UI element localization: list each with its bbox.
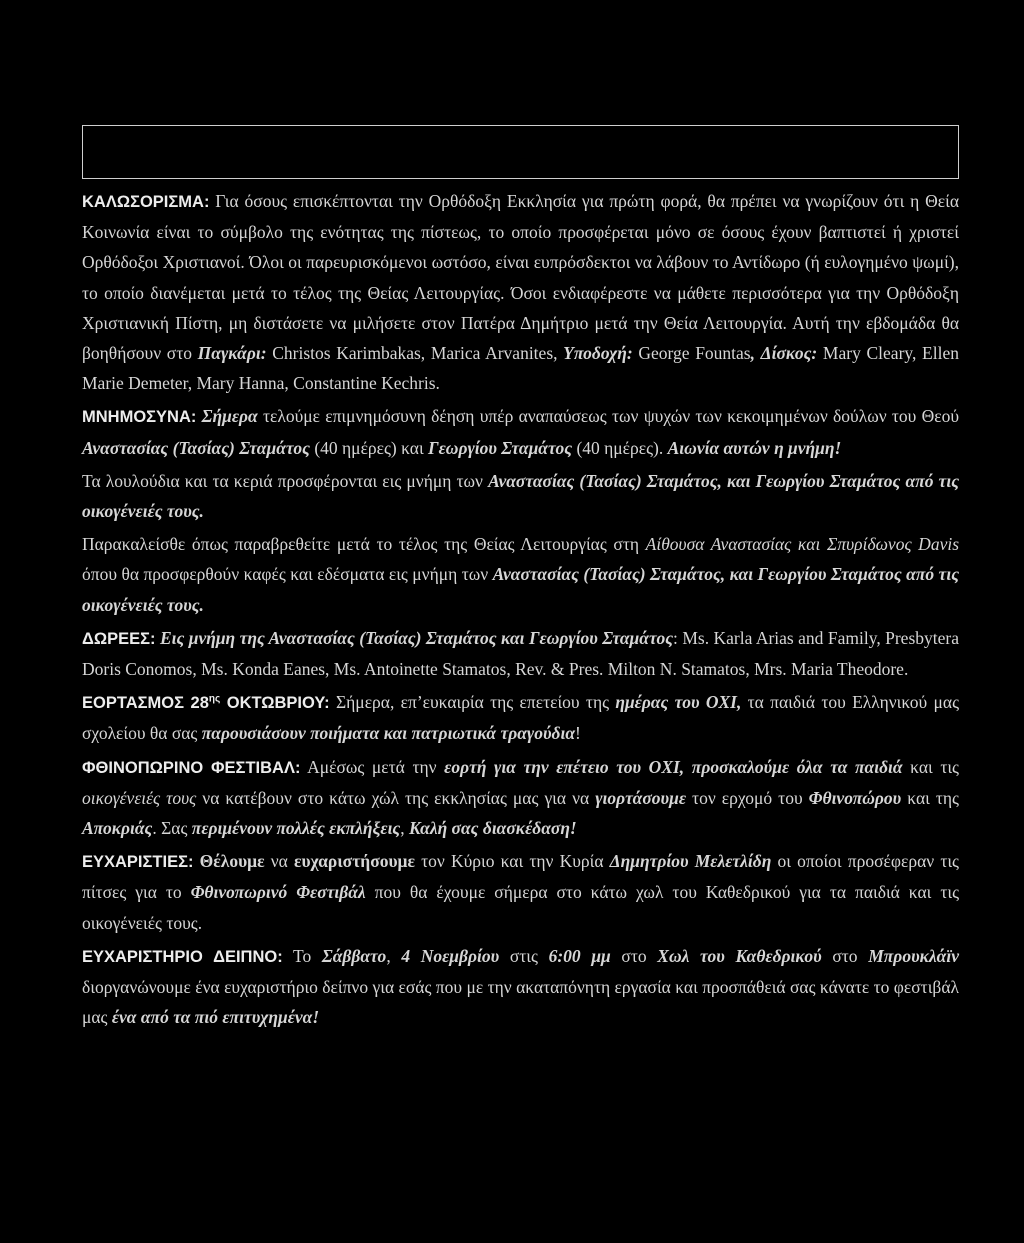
- thanks-heading: ΕΥΧΑΡΙΣΤΙΕΣ:: [82, 853, 194, 872]
- donations-paragraph: ΔΩΡΕΕΣ: Εις μνήμη της Αναστασίας (Τασίας) Σταμάτος και Γεωργίου Σταμάτος: Ms. Karla Arias and Family, Presbytera Doris Conomos, Ms. Konda Eanes, Ms. Antoinette Stamatos, Rev. & Pres. Milton N. Stamatos, Mrs. Maria Theodore.: [82, 627, 959, 680]
- memorials-heading: ΜΝΗΜΟΣΥΝΑ:: [82, 408, 197, 427]
- thanks-paragraph: ΕΥΧΑΡΙΣΤΙΕΣ: Θέλουμε να ευχαριστήσουμε τον Κύριο και την Κυρία Δημητρίου Μελετλίδη οι οποίοι προσέφεραν τις πίτσες για το Φθινοπωρινό Φεστιβάλ που θα έχουμε σήμερα στο κάτω χωλ του Καθεδρικού για τα παιδιά και τις οικογένειές τους.: [82, 851, 959, 933]
- oxi-paragraph: ΕΟΡΤΑΣΜΟΣ $28^{\eta\varsigma}$ ΟΚΤΩΒΡΙΟΥ: Σήμερα, επ’ευκαιρία της επετείου της ημέρας του ΟΧΙ, τα παιδιά του Ελληνικού μας σχολείου θα σας παρουσιάσουν ποιήματα και πατριωτικά τραγούδια!: [82, 692, 960, 744]
- welcome-heading: ΚΑΛΩΣΟΡΙΣΜΑ:: [82, 193, 210, 211]
- donations-heading: ΔΩΡΕΕΣ:: [82, 629, 156, 648]
- flowers-paragraph: Τα λουλούδια και τα κεριά προσφέρονται εις μνήμη των Αναστασίας (Τασίας) Σταμάτος, και Γεωργίου Σταμάτος από τις οικογένειές τους.: [82, 470, 959, 522]
- memorials-paragraph: ΜΝΗΜΟΣΥΝΑ: Σήμερα τελούμε επιμνημόσυνη δέηση υπέρ αναπαύσεως των ψυχών των κεκοιμημένων δούλων του Θεού Αναστασίας (Τασίας) Σταμάτος (40 ημέρες) και Γεωργίου Σταμάτος (40 ημέρες). Αιωνία αυτών η μνήμη!: [82, 406, 959, 458]
- dinner-paragraph: ΕΥΧΑΡΙΣΤΗΡΙΟ ΔΕΙΠΝΟ: Το Σάββατο, 4 Νοεμβρίου στις 6:00 μμ στο Χωλ του Καθεδρικού στο Μπρουκλάϊν διοργανώνουμε ένα ευχαριστήριο δείπνο για εσάς που με την ακαταπόνητη εργασία και προσπάθειά σας κάνατε το φεστιβάλ μας ένα από τα πιό επιτυχημένα!: [82, 945, 959, 1028]
- oxi-heading: ΕΟΡΤΑΣΜΟΣ $28^{\eta\varsigma}$ ΟΚΤΩΒΡΙΟΥ:: [82, 693, 330, 713]
- festival-heading: ΦΘΙΝΟΠΩΡΙΝΟ ΦΕΣΤΙΒΑΛ:: [82, 758, 301, 777]
- coffee-paragraph: Παρακαλείσθε όπως παραβρεθείτε μετά το τέλος της Θείας Λειτουργίας στη Αίθουσα Αναστασίας και Σπυρίδωνος Davis όπου θα προσφερθούν καφές και εδέσματα εις μνήμη των Αναστασίας (Τασίας) Σταμάτος, και Γεωργίου Σταμάτος από τις οικογένειές τους.: [82, 534, 960, 615]
- dinner-heading: ΕΥΧΑΡΙΣΤΗΡΙΟ ΔΕΙΠΝΟ:: [82, 947, 283, 966]
- welcome-paragraph: ΚΑΛΩΣΟΡΙΣΜΑ: Για όσους επισκέπτονται την Ορθόδοξη Εκκλησία για πρώτη φορά, θα πρέπει να γνωρίζουν ότι η Θεία Κοινωνία είναι το σύμβολο της ενότητας της πίστεως, το οποίο προσφέρεται μόνο σε όσους έχουν βαπτιστεί ή χριστεί Ορθόδοξοι Χριστιανοί. Όλοι οι παρευρισκόμενοι ωστόσο, είναι ευπρόσδεκτοι να λάβουν το Αντίδωρο (ή ευλογημένο ψωμί), το οποίο διανέμεται μετά το τέλος της Θείας Λειτουργίας. Όσοι ενδιαφέρεστε να μάθετε περισσότερα για την Ορθόδοξη Χριστιανική Πίστη, μη διστάσετε να μιλήσετε στον Πατέρα Δημήτριο μετά την Θεία Λειτουργία. Αυτή την εβδομάδα θα βοηθήσουν στο Παγκάρι: Christos Karimbakas, Marica Arvanites, Υποδοχή: George Fountas, Δίσκος: Mary Cleary, Ellen Marie Demeter, Mary Hanna, Constantine Kechris.: [82, 191, 959, 394]
- bulletin-content: [82, 186, 959, 1035]
- header-banner: [82, 125, 959, 179]
- festival-paragraph: ΦΘΙΝΟΠΩΡΙΝΟ ΦΕΣΤΙΒΑΛ: Αμέσως μετά την εορτή για την επέτειο του ΟΧΙ, προσκαλούμε όλα τα παιδιά και τις οικογένειές τους να κατέβουν στο κάτω χώλ της εκκλησίας μας για να γιορτάσουμε τον ερχομό του Φθινοπώρου και της Αποκριάς. Σας περιμένουν πολλές εκπλήξεις, Καλή σας διασκέδαση!: [82, 756, 959, 839]
